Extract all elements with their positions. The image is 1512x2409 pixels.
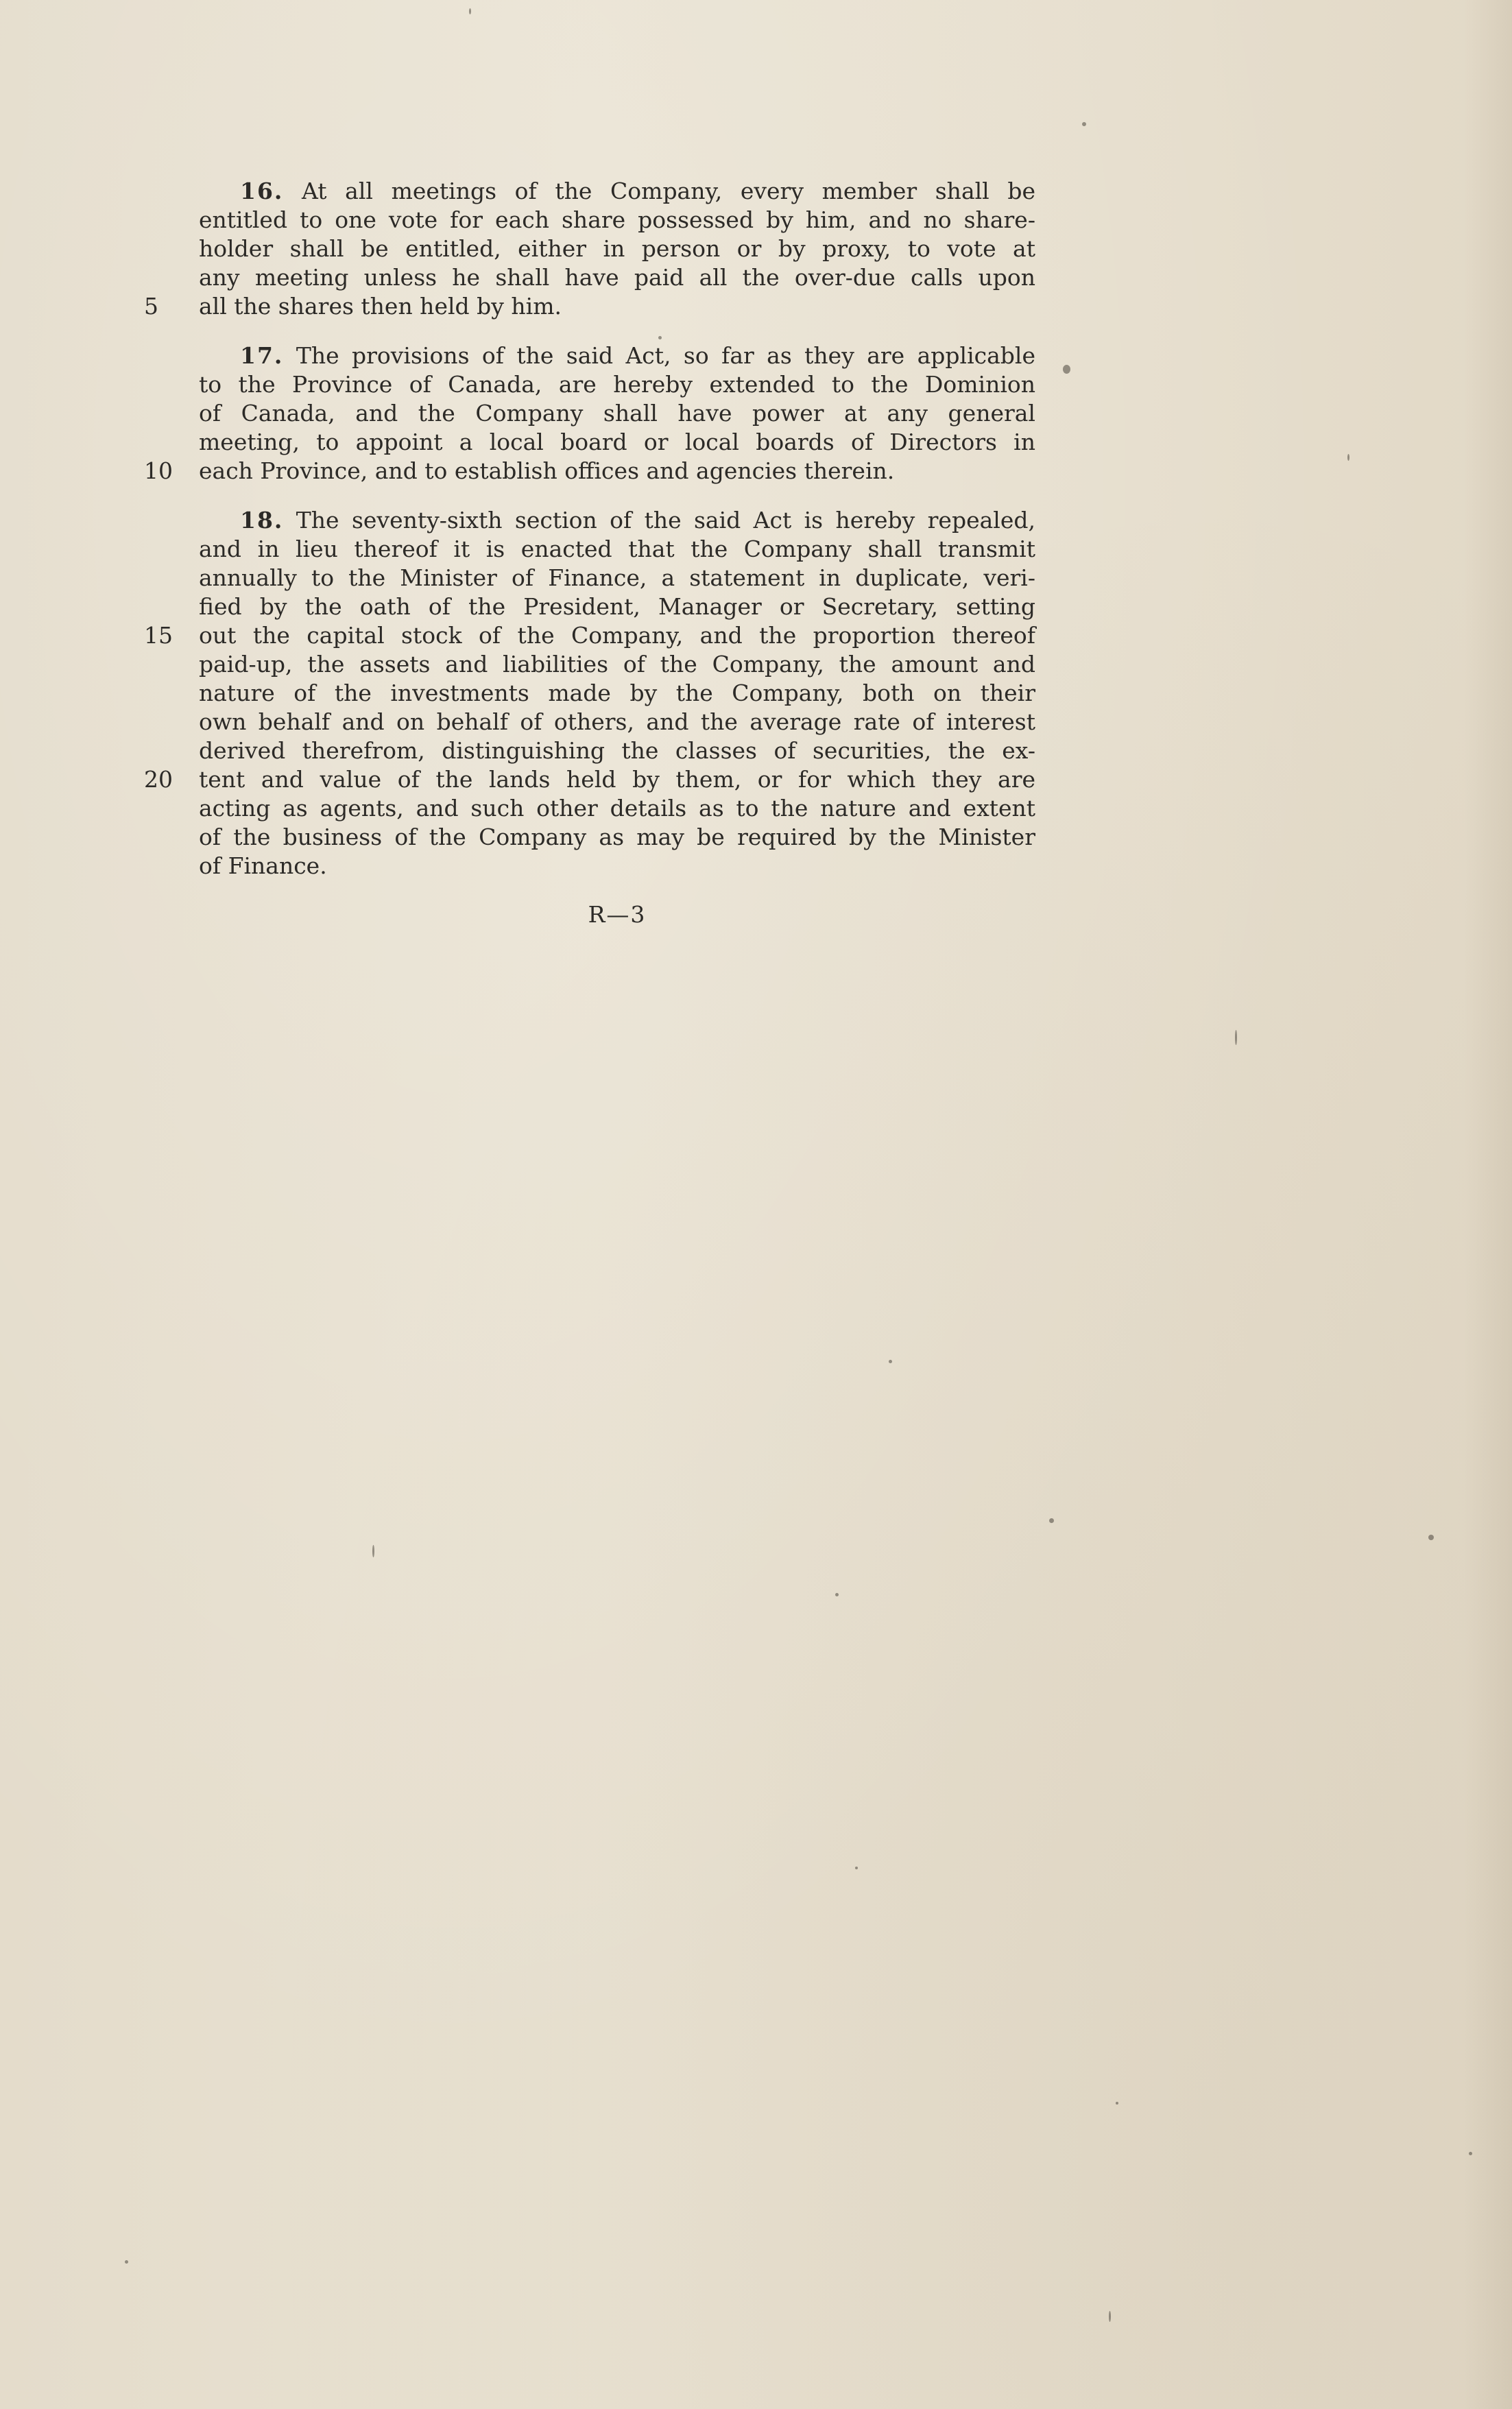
text-line bbox=[199, 263, 1035, 292]
paper-speck bbox=[372, 1545, 374, 1557]
line-text: tent and value of the lands held by them, or for which they are bbox=[199, 766, 1035, 793]
text-line bbox=[199, 708, 1035, 736]
section-18-paragraph bbox=[144, 506, 1035, 880]
text-line bbox=[199, 235, 1035, 263]
line-number: 20 bbox=[144, 766, 173, 793]
line-text: annually to the Minister of Finance, a statement in duplicate, veri- bbox=[199, 564, 1035, 591]
line-number: 15 bbox=[144, 622, 173, 649]
line-text: The provisions of the said Act, so far as they are applicable bbox=[296, 342, 1035, 369]
line-text: of the business of the Company as may be required by the Minister bbox=[199, 824, 1035, 850]
section-16-paragraph bbox=[144, 177, 1035, 321]
paper-speck bbox=[1347, 454, 1349, 461]
section-number: 16. bbox=[240, 178, 284, 204]
text-line bbox=[144, 621, 1035, 650]
line-text: all the shares then held by him. bbox=[199, 293, 562, 320]
text-line bbox=[199, 564, 1035, 592]
line-text: derived therefrom, distinguishing the classes of securities, the ex- bbox=[199, 737, 1035, 764]
text-line bbox=[199, 794, 1035, 823]
line-text: out the capital stock of the Company, and the proportion thereof bbox=[199, 622, 1035, 649]
line-text: entitled to one vote for each share possessed by him, and no share- bbox=[199, 206, 1035, 233]
text-line bbox=[199, 506, 1035, 535]
line-text: any meeting unless he shall have paid all the over-due calls upon bbox=[199, 264, 1035, 291]
paper-speck bbox=[855, 1867, 858, 1869]
line-text: of Canada, and the Company shall have power at any general bbox=[199, 400, 1035, 427]
text-line bbox=[144, 292, 1035, 321]
section-number: 18. bbox=[240, 507, 284, 534]
line-text: each Province, and to establish offices and agencies therein. bbox=[199, 457, 895, 484]
paper-speck bbox=[125, 2260, 128, 2264]
line-text: fied by the oath of the President, Manager or Secretary, setting bbox=[199, 593, 1035, 620]
line-text: of Finance. bbox=[199, 852, 327, 879]
text-line bbox=[199, 535, 1035, 564]
line-text: The seventy-sixth section of the said Act is hereby repealed, bbox=[296, 507, 1035, 534]
line-text: to the Province of Canada, are hereby extended to the Dominion bbox=[199, 371, 1035, 398]
text-line bbox=[199, 736, 1035, 765]
paper-speck bbox=[1109, 2311, 1111, 2322]
page-edge-shadow bbox=[1464, 0, 1512, 2409]
line-number: 10 bbox=[144, 457, 173, 484]
text-line bbox=[199, 428, 1035, 457]
page-code-row bbox=[199, 901, 1035, 935]
section-17-paragraph bbox=[144, 341, 1035, 486]
line-text: meeting, to appoint a local board or local boards of Directors in bbox=[199, 429, 1035, 455]
text-line bbox=[144, 457, 1035, 486]
text-line bbox=[199, 852, 1035, 880]
paper-speck bbox=[1428, 1535, 1434, 1540]
text-line bbox=[199, 399, 1035, 428]
page-code: R—3 bbox=[588, 901, 647, 928]
text-line bbox=[199, 650, 1035, 679]
paper-speck bbox=[1116, 2102, 1118, 2105]
line-number: 5 bbox=[144, 293, 158, 320]
line-text: acting as agents, and such other details as to the nature and extent bbox=[199, 795, 1035, 822]
section-number: 17. bbox=[240, 342, 284, 369]
paper-speck bbox=[1235, 1030, 1237, 1045]
paper-speck bbox=[1049, 1518, 1054, 1523]
line-text: and in lieu thereof it is enacted that the Company shall transmit bbox=[199, 536, 1035, 562]
paper-speck bbox=[1469, 2152, 1472, 2155]
text-line bbox=[199, 679, 1035, 708]
paper-speck bbox=[835, 1593, 839, 1596]
text-line bbox=[199, 177, 1035, 206]
text-line bbox=[199, 592, 1035, 621]
line-text: paid-up, the assets and liabilities of the Company, the amount and bbox=[199, 651, 1035, 678]
paper-speck bbox=[1082, 122, 1086, 126]
text-line bbox=[144, 765, 1035, 794]
text-line bbox=[199, 823, 1035, 852]
paper-speck bbox=[469, 8, 471, 14]
paper-speck bbox=[889, 1360, 892, 1363]
line-text: own behalf and on behalf of others, and the average rate of interest bbox=[199, 708, 1035, 735]
line-text: At all meetings of the Company, every member shall be bbox=[302, 178, 1035, 204]
document-text bbox=[144, 177, 1035, 935]
text-line bbox=[199, 370, 1035, 399]
line-text: nature of the investments made by the Company, both on their bbox=[199, 680, 1035, 706]
paper-speck bbox=[1063, 365, 1070, 374]
text-line bbox=[199, 341, 1035, 370]
text-line bbox=[199, 206, 1035, 235]
line-text: holder shall be entitled, either in person or by proxy, to vote at bbox=[199, 235, 1035, 262]
